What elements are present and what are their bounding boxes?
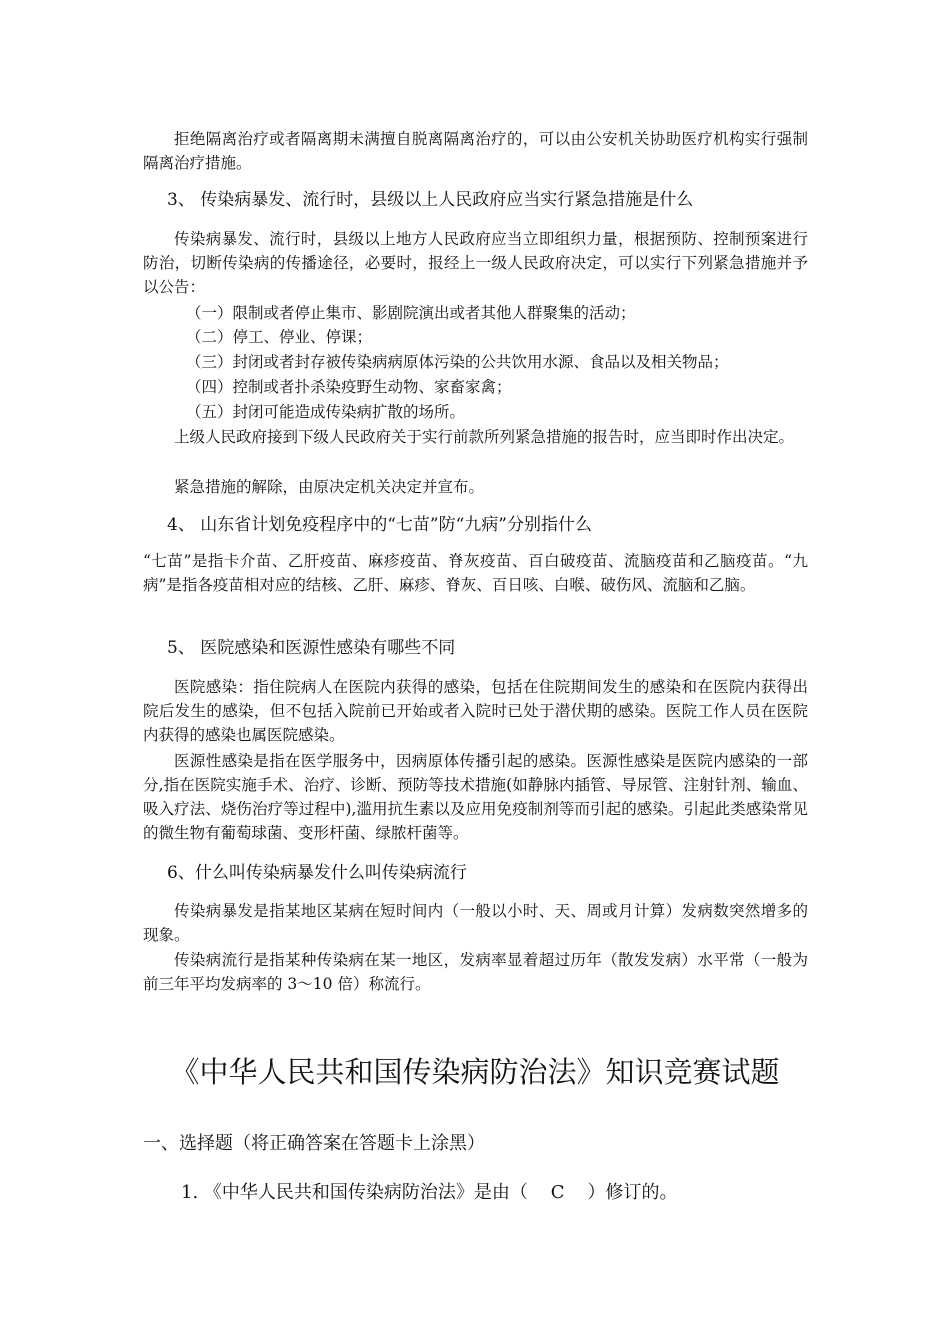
paragraph-q3-release: 紧急措施的解除，由原决定机关决定并宣布。 <box>174 478 485 496</box>
list-item: （三）封闭或者封存被传染病病原体污染的公共饮用水源、食品以及相关物品； <box>186 353 729 371</box>
heading-q6: 6、什么叫传染病暴发什么叫传染病流行 <box>167 863 467 883</box>
list-item: （四）控制或者扑杀染疫野生动物、家畜家禽； <box>186 378 512 396</box>
paragraph-q6-outbreak: 传染病暴发是指某地区某病在短时间内（一般以小时、天、周或月计算）发病数突然增多的现象。 <box>143 902 808 944</box>
list-item: （二）停工、停业、停课； <box>186 328 373 346</box>
section-heading: 一、选择题（将正确答案在答题卡上涂黑） <box>143 1133 485 1154</box>
paragraph-q5-hospital: 医院感染：指住院病人在医院内获得的感染，包括在住院期间发生的感染和在医院内获得出院后发生的感染，但不包括入院前已开始或者入院时已处于潜伏期的感染。医院工作人员在医院内获得的感染也属医院感染。 <box>143 678 808 744</box>
list-item: （五）封闭可能造成传染病扩散的场所。 <box>186 403 466 421</box>
question-1: 1. 《中华人民共和国传染病防治法》是由（ C ）修订的。 <box>181 1182 678 1203</box>
heading-q5: 5、 医院感染和医源性感染有哪些不同 <box>167 638 456 658</box>
paragraph-q5-iatrogenic: 医源性感染是指在医学服务中，因病原体传播引起的感染。医源性感染是医院内感染的一部分,指在医院实施手术、治疗、诊断、预防等技术措施(如静脉内插管、导尿管、注射针剂、输血、吸入疗法、烧伤治疗等过程中),滥用抗生素以及应用免疫制剂等而引起的感染。引起此类感染常见的微生物有葡萄球菌、变形杆菌、绿脓杆菌等。 <box>143 752 808 842</box>
paragraph-isolation: 拒绝隔离治疗或者隔离期未满擅自脱离隔离治疗的，可以由公安机关协助医疗机构实行强制隔离治疗措施。 <box>143 130 808 172</box>
heading-q4: 4、 山东省计划免疫程序中的“七苗”防“九病”分别指什么 <box>167 515 592 535</box>
quiz-title: 《中华人民共和国传染病防治法》知识竞赛试题 <box>170 1055 780 1089</box>
paragraph-q4-body: “七苗”是指卡介苗、乙肝疫苗、麻疹疫苗、脊灰疫苗、百白破疫苗、流脑疫苗和乙脑疫苗。“九病”是指各疫苗相对应的结核、乙肝、麻疹、脊灰、百日咳、白喉、破伤风、流脑和乙脑。 <box>143 552 808 594</box>
paragraph-q3-report: 上级人民政府接到下级人民政府关于实行前款所列紧急措施的报告时，应当即时作出决定。 <box>174 428 795 446</box>
paragraph-q6-epidemic: 传染病流行是指某种传染病在某一地区，发病率显着超过历年（散发发病）水平常（一般为前三年平均发病率的 3～10 倍）称流行。 <box>143 951 808 993</box>
heading-q3: 3、 传染病暴发、流行时，县级以上人民政府应当实行紧急措施是什么 <box>167 190 694 210</box>
list-item: （一）限制或者停止集市、影剧院演出或者其他人群聚集的活动； <box>186 304 636 322</box>
paragraph-q3-intro: 传染病暴发、流行时，县级以上地方人民政府应当立即组织力量，根据预防、控制预案进行防治，切断传染病的传播途径，必要时，报经上一级人民政府决定，可以实行下列紧急措施并予以公告： <box>143 230 808 296</box>
